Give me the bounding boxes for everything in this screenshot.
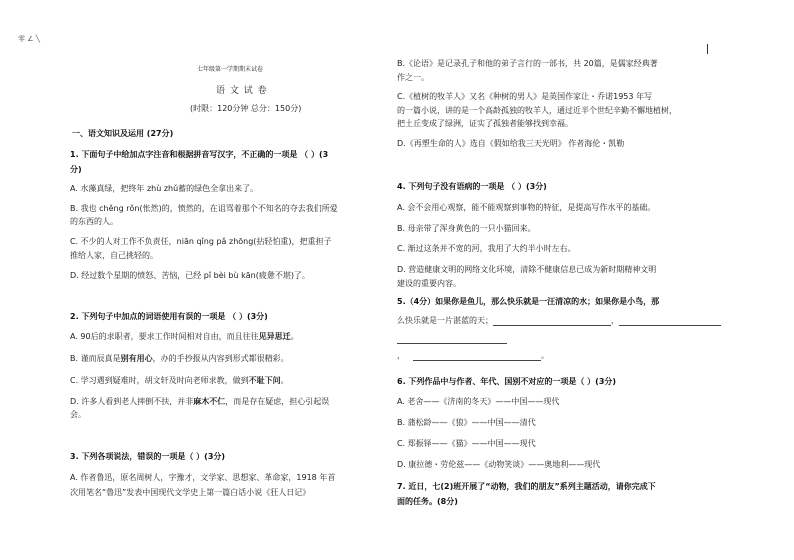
- q6-option-d: D. 康拉德・劳伦兹——《动物笑谈》——奥地利——现代: [397, 460, 601, 469]
- q2-option-d: D. 许多人看到老人摔倒不扶，并非麻木不仁，而是存在疑虑，担心引起误: [70, 397, 330, 406]
- q5-blank-3[interactable]: [397, 335, 507, 344]
- section1-heading: 一、语文知识及运用 (27分): [72, 129, 174, 138]
- q6-option-b: B. 蒲松龄——《狼》——中国——清代: [397, 418, 536, 427]
- q4-option-c: C. 渐过这条并不宽的河，我用了大约半小时左右。: [397, 244, 576, 253]
- q1-stem-cont: 分): [70, 165, 82, 174]
- q3-option-c-cont: 的一篇小说，讲的是一个高龄孤独的牧羊人，通过近半个世纪辛勤不懈地植树，: [397, 106, 677, 115]
- q5-line4: ， 。: [397, 351, 549, 360]
- margin-mark: [707, 44, 708, 54]
- q5-line2: 么快乐就是一片湛蓝的天； ，: [397, 315, 721, 326]
- q4-option-d: D. 营造健康文明的网络文化环境，清除不健康信息已成为新时期精神文明: [397, 265, 657, 274]
- q4-stem: 4. 下列句子没有语病的一项是 （ ）(3分): [397, 182, 547, 191]
- q1-option-b: B. 我也 chěng rǒn(怅然)的，愤然的，在诅骂着那个不知名的夺去我们所爱: [70, 204, 338, 213]
- q1-option-d: D. 经过数个星期的愤怒、苦恼，已经 pǐ bèi bù kān(疲惫不堪)了。: [70, 271, 310, 280]
- q6-option-a: A. 老舍——《济南的冬天》——中国——现代: [397, 397, 560, 406]
- q1-option-c-cont: 推给人家，自己挑轻的。: [70, 251, 158, 260]
- q7-stem: 7. 近日，七(2)班开展了“动物，我们的朋友”系列主题活动，请你完成下: [397, 482, 656, 491]
- corner-mark: 零 ∠ ╲: [18, 35, 40, 43]
- q3-option-d: D.《再塑生命的人》选自《假如给我三天光明》 作者海伦・凯勒: [397, 139, 625, 148]
- q2-option-a: A. 90后的求职者，要求工作时间相对自由，而且往往见异思迁。: [70, 332, 299, 341]
- page-title: 语 文 试 卷: [216, 86, 268, 96]
- q2-option-b: B. 谨而辰真是别有用心，办的手抄报从内容到形式都很精彩。: [70, 354, 289, 363]
- q2-stem: 2. 下列句子中加点的词语使用有误的一项是 （ ）(3分): [70, 312, 268, 321]
- q5-blank-2[interactable]: [619, 317, 721, 326]
- q1-option-c: C. 不少的人对工作不负责任，niān qǐng pǎ zhōng(拈轻怕重)，把重担子: [70, 237, 332, 246]
- q7-stem-cont: 面的任务。(8分): [397, 497, 458, 506]
- q3-option-b: B.《论语》是记录孔子和他的弟子言行的一部书，共 20篇，是儒家经典著: [397, 59, 658, 68]
- q5-blank-1[interactable]: [493, 317, 611, 326]
- q4-option-b: B. 母亲带了浑身黄色的一只小猫回来。: [397, 224, 536, 233]
- q6-stem: 6. 下列作品中与作者、年代、国别不对应的一项是（ ）(3分): [397, 377, 617, 386]
- q6-option-c: C. 郑振铎——《猫》——中国——现代: [397, 439, 536, 448]
- q5-blank-4[interactable]: [413, 352, 541, 361]
- q3-option-a: A. 作者鲁迅，原名周树人，字豫才，文学家、思想家、革命家，1918 年首: [70, 473, 336, 482]
- q5-stem: 5.（4分）如果你是鱼儿，那么快乐就是一汪清凉的水；如果你是小鸟，那: [397, 297, 660, 306]
- q2-option-c: C. 学习遇到疑难时，胡文轩及时向老师求教，做到不耻下问。: [70, 376, 289, 385]
- time-info: (时限：120分钟 总分：150分): [190, 104, 302, 113]
- exam-label: 七年级第一学期期末试卷: [197, 66, 264, 73]
- q2-option-d-cont: 会。: [70, 410, 86, 419]
- q3-stem: 3. 下列各项说法，错误的一项是（ ）(3分): [70, 452, 226, 461]
- q3-option-a-cont: 次用笔名“鲁迅”发表中国现代文学史上第一篇白话小说《狂人日记》: [70, 488, 311, 497]
- q3-option-c-cont2: 把土丘变成了绿洲，证实了孤独者能够找到幸福。: [397, 119, 573, 128]
- q4-option-a: A. 会不会用心观察，能不能观察到事物的特征，是提高写作水平的基础。: [397, 203, 656, 212]
- q5-line3: [397, 333, 507, 344]
- q1-option-b-cont: 的东西的人。: [70, 217, 118, 226]
- q1-stem: 1. 下面句子中给加点字注音和根据拼音写汉字，不正确的一项是 （ ）(3: [70, 150, 329, 159]
- q3-option-b-cont: 作之一。: [397, 73, 429, 82]
- q1-option-a: A. 水藻真绿，把终年 zhù zhǔ蓄的绿色全拿出来了。: [70, 184, 259, 193]
- q4-option-d-cont: 建设的重要内容。: [397, 279, 461, 288]
- q3-option-c: C.《植树的牧羊人》又名《种树的男人》是英国作家让・乔诺1953 年写: [397, 92, 653, 101]
